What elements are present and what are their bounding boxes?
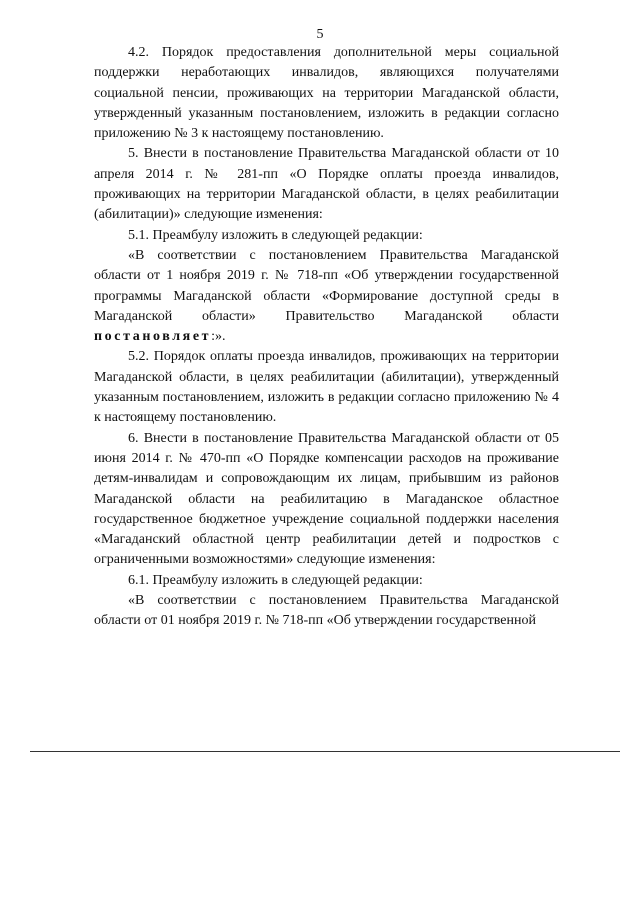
paragraph-5-1: 5.1. Преамбулу изложить в следующей редакции: [128,227,423,243]
paragraph-5-1-preamble [94,246,559,347]
footer-rule [30,751,620,752]
paragraph-6-1-preamble: «В соответствии с постановлением Правительства Магаданской области от 01 ноября 2019 г. № 718-пп «Об утверждении государственной [94,593,559,629]
paragraph-6: 6. Внести в постановление Правительства Магаданской области от 05 июня 2014 г. № 470-пп «О Порядке компенсации расходов на проживание детям-инвалидам и сопровождающим их лицам, прибывшим из районов Магаданской области на реабилитацию в Магаданское областное государственное бюджетное учреждение социальной поддержки населения «Магаданский областной центр реабилитации детей и подростков с ограниченными возможностями» следующие изменения: [94,430,559,568]
document-body [94,43,559,632]
page-number: 5 [316,27,324,42]
paragraph-5: 5. Внести в постановление Правительства Магаданской области от 10 апреля 2014 г. № 281-пп «О Порядке оплаты проезда инвалидов, проживающих на территории Магаданской области, в целях реабилитации (абилитации)» следующие изменения: [94,146,559,223]
decree-word: постановляет [94,329,212,345]
preamble-end: :». [211,329,226,345]
preamble-text: «В соответствии с постановлением Правительства Магаданской области от 1 ноября 2019 г. № 718-пп «Об утверждении государственной программы Магаданской области «Формирование доступной среды в Магаданской области» Правительство Магаданской области [94,247,559,324]
paragraph-6-1: 6.1. Преамбулу изложить в следующей редакции: [128,572,423,588]
paragraph-4-2: 4.2. Порядок предоставления дополнительной меры социальной поддержки неработающих инвалидов, являющихся получателями социальной пенсии, проживающих на территории Магаданской области, утвержденный указанным постановлением, изложить в редакции согласно приложению № 3 к настоящему постановлению. [94,45,559,142]
paragraph-5-2: 5.2. Порядок оплаты проезда инвалидов, проживающих на территории Магаданской области, в целях реабилитации (абилитации), утвержденный указанным постановлением, изложить в редакции согласно приложению № 4 к настоящему постановлению. [94,349,559,426]
